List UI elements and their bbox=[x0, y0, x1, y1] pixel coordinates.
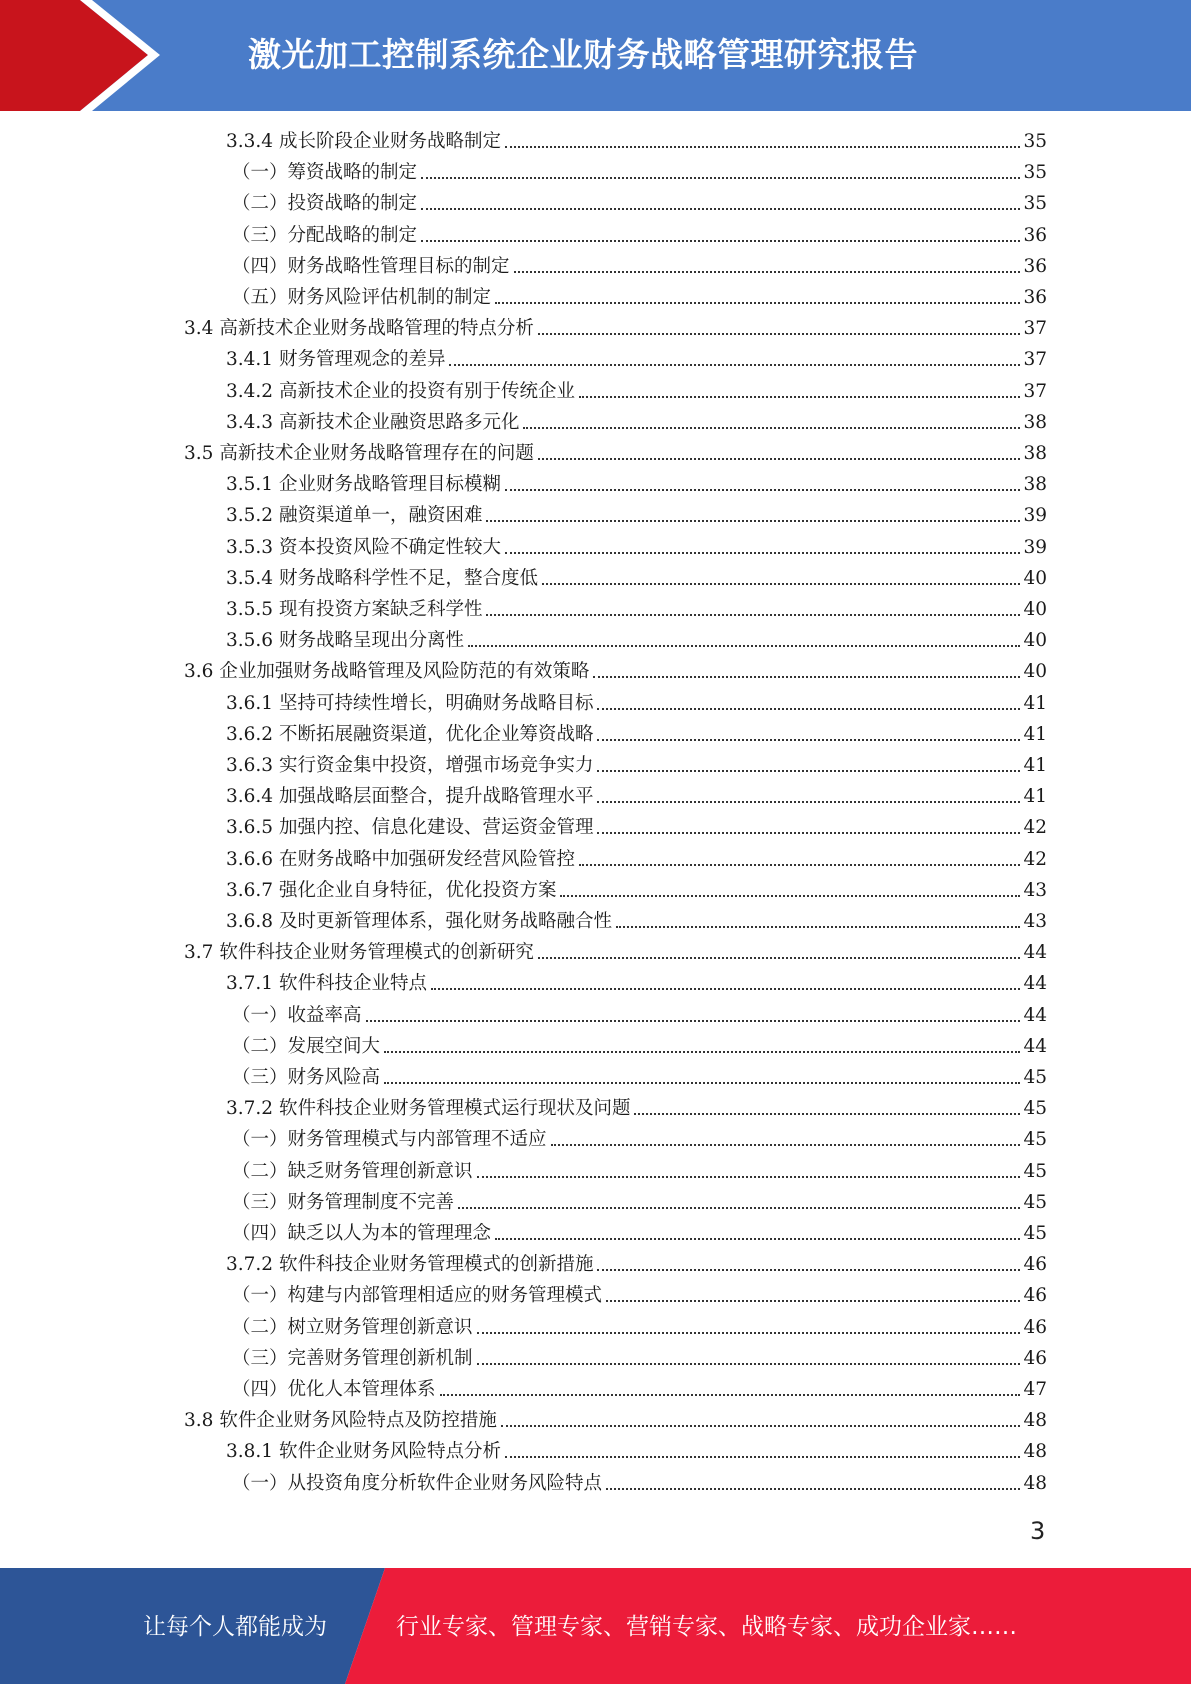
toc-entry-title: 优化人本管理体系 bbox=[287, 1379, 436, 1400]
toc-entry[interactable] bbox=[226, 877, 1047, 905]
toc-entry[interactable] bbox=[226, 534, 1047, 562]
toc-entry-title: 强化企业自身特征，优化投资方案 bbox=[278, 879, 557, 901]
toc-entry[interactable] bbox=[184, 440, 1047, 468]
toc-dot-leader bbox=[593, 676, 1020, 678]
toc-entry-page: 40 bbox=[1023, 599, 1047, 620]
toc-entry-title: 缺乏财务管理创新意识 bbox=[287, 1160, 473, 1182]
toc-entry[interactable] bbox=[232, 1282, 1047, 1310]
toc-entry-title: 加强内控、信息化建设、营运资金管理 bbox=[278, 817, 594, 839]
toc-entry-page: 36 bbox=[1023, 287, 1047, 308]
toc-entry-title: 发展空间大 bbox=[287, 1035, 381, 1057]
toc-entry-title: 软件企业财务风险特点分析 bbox=[278, 1441, 501, 1463]
toc-entry-title: 软件科技企业特点 bbox=[278, 973, 427, 995]
toc-entry-title: 及时更新管理体系，强化财务战略融合性 bbox=[278, 911, 612, 932]
toc-entry-number: （二） bbox=[232, 1160, 288, 1182]
toc-dot-leader bbox=[597, 1269, 1020, 1271]
toc-entry-number: 3.5.2 bbox=[226, 505, 274, 527]
toc-entry-number: 3.5.3 bbox=[226, 536, 274, 558]
toc-entry-number: 3.8 bbox=[184, 1410, 214, 1432]
toc-dot-leader bbox=[505, 489, 1020, 491]
toc-entry-title: 软件科技企业财务管理模式的创新措施 bbox=[278, 1254, 594, 1276]
toc-entry-number: 3.7.2 bbox=[226, 1098, 274, 1120]
toc-entry-page: 45 bbox=[1023, 1098, 1047, 1120]
toc-entry-number: 3.5.6 bbox=[226, 630, 274, 652]
toc-entry-page: 39 bbox=[1023, 505, 1047, 527]
toc-entry-number: （一） bbox=[232, 1472, 288, 1494]
toc-entry-title: 分配战略的制定 bbox=[287, 224, 418, 246]
toc-entry-title: 高新技术企业财务战略管理存在的问题 bbox=[219, 443, 534, 464]
toc-entry-number: 3.6.4 bbox=[226, 786, 274, 808]
toc-entry[interactable] bbox=[226, 814, 1047, 842]
toc-entry-number: 3.6.7 bbox=[226, 879, 274, 901]
toc-dot-leader bbox=[597, 739, 1020, 741]
toc-entry-title: 收益率高 bbox=[287, 1004, 362, 1026]
toc-entry-page: 44 bbox=[1023, 973, 1047, 995]
toc-entry-number: 3.7.1 bbox=[226, 973, 274, 995]
toc-entry-page: 42 bbox=[1023, 848, 1047, 870]
toc-entry-page: 37 bbox=[1023, 349, 1047, 371]
toc-dot-leader bbox=[384, 1051, 1020, 1053]
toc-dot-leader bbox=[634, 1113, 1020, 1115]
toc-entry[interactable] bbox=[232, 284, 1047, 312]
toc-entry[interactable] bbox=[226, 690, 1047, 718]
toc-entry-number: （二） bbox=[232, 193, 288, 215]
toc-entry[interactable] bbox=[226, 721, 1047, 749]
toc-entry-title: 财务管理制度不完善 bbox=[287, 1191, 455, 1213]
toc-entry[interactable] bbox=[226, 346, 1047, 374]
toc-entry-title: 加强战略层面整合，提升战略管理水平 bbox=[278, 786, 594, 808]
toc-entry[interactable] bbox=[232, 1189, 1047, 1217]
toc-dot-leader bbox=[421, 208, 1020, 210]
toc-entry[interactable] bbox=[226, 565, 1047, 593]
toc-entry-number: 3.8.1 bbox=[226, 1441, 274, 1463]
toc-entry-page: 38 bbox=[1023, 474, 1047, 496]
toc-entry-page: 48 bbox=[1023, 1441, 1047, 1463]
toc-entry[interactable] bbox=[184, 1407, 1047, 1435]
toc-entry-title: 完善财务管理创新机制 bbox=[287, 1347, 473, 1369]
toc-dot-leader bbox=[468, 645, 1020, 647]
toc-entry-title: 财务风险高 bbox=[287, 1067, 381, 1088]
toc-entry[interactable] bbox=[226, 1438, 1047, 1466]
toc-dot-leader bbox=[579, 864, 1020, 866]
toc-dot-leader bbox=[551, 1144, 1021, 1146]
toc-entry-number: 3.6.8 bbox=[226, 911, 274, 932]
toc-entry[interactable] bbox=[226, 970, 1047, 998]
toc-entry-number: （五） bbox=[232, 287, 288, 308]
toc-entry-title: 高新技术企业财务战略管理的特点分析 bbox=[219, 318, 534, 340]
toc-entry[interactable] bbox=[232, 1158, 1047, 1186]
toc-entry-number: （四） bbox=[232, 1379, 288, 1400]
toc-entry[interactable] bbox=[232, 1064, 1047, 1092]
toc-entry[interactable] bbox=[232, 1345, 1047, 1373]
toc-entry-page: 46 bbox=[1023, 1254, 1047, 1276]
toc-entry-title: 坚持可持续性增长，明确财务战略目标 bbox=[278, 692, 594, 714]
toc-entry-page: 41 bbox=[1023, 786, 1047, 808]
toc-entry[interactable] bbox=[226, 846, 1047, 874]
toc-entry[interactable] bbox=[226, 908, 1047, 936]
toc-entry-page: 39 bbox=[1023, 536, 1047, 558]
toc-entry-number: 3.6.2 bbox=[226, 723, 274, 745]
toc-entry-page: 36 bbox=[1023, 255, 1047, 277]
toc-entry[interactable] bbox=[232, 222, 1047, 250]
footer-banner bbox=[0, 1568, 1191, 1684]
toc-entry-number: 3.6 bbox=[184, 661, 214, 683]
footer-slogan-left: 让每个人都能成为 bbox=[143, 1614, 327, 1640]
toc-dot-leader bbox=[597, 832, 1020, 834]
toc-dot-leader bbox=[486, 614, 1020, 616]
toc-entry-number: 3.5 bbox=[184, 443, 214, 464]
toc-dot-leader bbox=[477, 1332, 1021, 1334]
toc-entry[interactable] bbox=[226, 128, 1047, 156]
toc-entry-title: 在财务战略中加强研发经营风险管控 bbox=[278, 848, 575, 870]
toc-entry-number: （三） bbox=[232, 1067, 288, 1088]
toc-entry-page: 35 bbox=[1023, 131, 1047, 152]
toc-entry-page: 42 bbox=[1023, 817, 1047, 839]
toc-entry-page: 47 bbox=[1023, 1379, 1047, 1400]
toc-entry[interactable] bbox=[226, 1251, 1047, 1279]
toc-entry[interactable] bbox=[226, 1095, 1047, 1123]
toc-entry[interactable] bbox=[232, 1470, 1047, 1498]
toc-dot-leader bbox=[505, 1456, 1020, 1458]
toc-entry-number: （四） bbox=[232, 1223, 288, 1244]
toc-dot-leader bbox=[477, 1176, 1021, 1178]
toc-entry[interactable] bbox=[184, 939, 1047, 967]
toc-entry-title: 高新技术企业的投资有别于传统企业 bbox=[278, 380, 575, 402]
toc-entry-title: 资本投资风险不确定性较大 bbox=[278, 536, 501, 558]
toc-entry-page: 45 bbox=[1023, 1191, 1047, 1213]
toc-entry[interactable] bbox=[232, 1376, 1047, 1404]
toc-entry-number: （二） bbox=[232, 1316, 288, 1338]
toc-entry[interactable] bbox=[232, 190, 1047, 218]
toc-entry-number: 3.4.2 bbox=[226, 380, 274, 402]
toc-dot-leader bbox=[421, 177, 1020, 179]
toc-entry-title: 融资渠道单一，融资困难 bbox=[278, 505, 483, 527]
toc-entry-page: 45 bbox=[1023, 1160, 1047, 1182]
toc-entry-title: 财务管理模式与内部管理不适应 bbox=[287, 1129, 547, 1151]
toc-entry-title: 财务战略性管理目标的制定 bbox=[287, 255, 510, 277]
toc-dot-leader bbox=[597, 770, 1020, 772]
toc-entry-page: 37 bbox=[1023, 318, 1047, 340]
toc-entry-title: 财务战略科学性不足，整合度低 bbox=[278, 567, 538, 589]
toc-entry-number: 3.7.2 bbox=[226, 1254, 274, 1276]
toc-entry-page: 36 bbox=[1023, 224, 1047, 246]
toc-dot-leader bbox=[514, 271, 1021, 273]
toc-entry-title: 企业加强财务战略管理及风险防范的有效策略 bbox=[219, 661, 590, 683]
toc-dot-leader bbox=[449, 364, 1020, 366]
toc-dot-leader bbox=[606, 1300, 1020, 1302]
toc-entry[interactable] bbox=[232, 1126, 1047, 1154]
toc-entry-page: 46 bbox=[1023, 1285, 1047, 1307]
toc-entry-number: 3.6.5 bbox=[226, 817, 274, 839]
toc-entry-number: 3.3.4 bbox=[226, 131, 274, 152]
toc-entry[interactable] bbox=[226, 783, 1047, 811]
toc-entry-page: 35 bbox=[1023, 193, 1047, 215]
toc-entry-page: 44 bbox=[1023, 1004, 1047, 1026]
toc-dot-leader bbox=[440, 1394, 1021, 1396]
toc-entry[interactable] bbox=[226, 409, 1047, 437]
toc-entry-title: 成长阶段企业财务战略制定 bbox=[278, 131, 501, 152]
toc-entry-page: 40 bbox=[1023, 661, 1047, 683]
toc-entry-page: 41 bbox=[1023, 755, 1047, 776]
toc-entry-title: 缺乏以人为本的管理理念 bbox=[287, 1223, 492, 1244]
toc-entry-title: 从投资角度分析软件企业财务风险特点 bbox=[287, 1472, 603, 1494]
toc-dot-leader bbox=[366, 1020, 1021, 1022]
toc-entry-number: 3.5.5 bbox=[226, 599, 274, 620]
page-number: 3 bbox=[1030, 1517, 1046, 1545]
toc-entry[interactable] bbox=[226, 627, 1047, 655]
toc-dot-leader bbox=[431, 988, 1020, 990]
toc-dot-leader bbox=[477, 1363, 1021, 1365]
toc-entry-page: 44 bbox=[1023, 942, 1047, 964]
toc-entry-title: 投资战略的制定 bbox=[287, 193, 418, 215]
toc-entry-title: 软件科技企业财务管理模式的创新研究 bbox=[219, 942, 534, 964]
toc-entry[interactable] bbox=[226, 596, 1047, 624]
toc-entry-page: 43 bbox=[1023, 911, 1047, 932]
footer-slogan-right: 行业专家、管理专家、营销专家、战略专家、成功企业家…… bbox=[396, 1614, 1017, 1640]
toc-dot-leader bbox=[505, 552, 1020, 554]
toc-entry[interactable] bbox=[226, 502, 1047, 530]
toc-entry-number: 3.5.1 bbox=[226, 474, 274, 496]
toc-dot-leader bbox=[458, 1207, 1020, 1209]
toc-entry-title: 高新技术企业融资思路多元化 bbox=[278, 411, 520, 433]
toc-entry-page: 44 bbox=[1023, 1035, 1047, 1057]
toc-dot-leader bbox=[560, 895, 1020, 897]
toc-entry-number: （一） bbox=[232, 1285, 288, 1307]
toc-dot-leader bbox=[579, 396, 1020, 398]
toc-entry-title: 实行资金集中投资，增强市场竞争实力 bbox=[278, 755, 594, 776]
toc-entry-number: （三） bbox=[232, 224, 288, 246]
toc-dot-leader bbox=[523, 427, 1020, 429]
toc-entry-page: 45 bbox=[1023, 1129, 1047, 1151]
toc-entry-title: 财务风险评估机制的制定 bbox=[287, 287, 492, 308]
toc-entry-number: （一） bbox=[232, 1129, 288, 1151]
report-title: 激光加工控制系统企业财务战略管理研究报告 bbox=[248, 35, 918, 74]
toc-entry-page: 48 bbox=[1023, 1410, 1047, 1432]
toc-entry-title: 财务管理观念的差异 bbox=[278, 349, 446, 371]
toc-entry-page: 38 bbox=[1023, 411, 1047, 433]
toc-entry[interactable] bbox=[226, 752, 1047, 780]
red-chevron-icon bbox=[0, 0, 160, 111]
toc-dot-leader bbox=[606, 1488, 1020, 1490]
toc-dot-leader bbox=[538, 333, 1021, 335]
toc-entry-title: 软件科技企业财务管理模式运行现状及问题 bbox=[278, 1098, 631, 1120]
toc-entry-title: 构建与内部管理相适应的财务管理模式 bbox=[287, 1285, 603, 1307]
toc-entry-page: 41 bbox=[1023, 692, 1047, 714]
toc-entry-page: 46 bbox=[1023, 1316, 1047, 1338]
toc-entry[interactable] bbox=[226, 378, 1047, 406]
toc-entry-page: 40 bbox=[1023, 567, 1047, 589]
toc-entry-page: 38 bbox=[1023, 443, 1047, 464]
toc-dot-leader bbox=[486, 520, 1020, 522]
toc-dot-leader bbox=[384, 1082, 1020, 1084]
toc-entry-title: 企业财务战略管理目标模糊 bbox=[278, 474, 501, 496]
toc-entry-title: 树立财务管理创新意识 bbox=[287, 1316, 473, 1338]
toc-dot-leader bbox=[495, 302, 1020, 304]
toc-entry-title: 不断拓展融资渠道，优化企业筹资战略 bbox=[278, 723, 594, 745]
toc-entry-number: （一） bbox=[232, 1004, 288, 1026]
toc-entry-title: 财务战略呈现出分离性 bbox=[278, 630, 464, 652]
toc-entry-number: 3.4.3 bbox=[226, 411, 274, 433]
toc-entry[interactable] bbox=[232, 253, 1047, 281]
toc-entry-number: （一） bbox=[232, 162, 288, 184]
toc-entry-page: 46 bbox=[1023, 1347, 1047, 1369]
toc-entry-number: （二） bbox=[232, 1035, 288, 1057]
toc-dot-leader bbox=[616, 926, 1020, 928]
toc-entry-page: 45 bbox=[1023, 1067, 1047, 1088]
toc-dot-leader bbox=[597, 708, 1020, 710]
toc-dot-leader bbox=[538, 957, 1021, 959]
toc-entry[interactable] bbox=[232, 1220, 1047, 1248]
toc-entry[interactable] bbox=[184, 658, 1047, 686]
toc-entry-page: 48 bbox=[1023, 1472, 1047, 1494]
toc-entry-number: 3.6.1 bbox=[226, 692, 274, 714]
toc-dot-leader bbox=[495, 1238, 1020, 1240]
toc-dot-leader bbox=[597, 801, 1020, 803]
toc-entry[interactable] bbox=[232, 159, 1047, 187]
toc-entry-number: 3.7 bbox=[184, 942, 214, 964]
toc-entry-title: 软件企业财务风险特点及防控措施 bbox=[219, 1410, 497, 1432]
toc-entry[interactable] bbox=[226, 471, 1047, 499]
toc-entry-title: 现有投资方案缺乏科学性 bbox=[278, 599, 483, 620]
toc-entry-page: 43 bbox=[1023, 879, 1047, 901]
toc-entry[interactable] bbox=[184, 315, 1047, 343]
toc-entry-number: 3.5.4 bbox=[226, 567, 274, 589]
toc-dot-leader bbox=[505, 146, 1020, 148]
toc-entry-page: 40 bbox=[1023, 630, 1047, 652]
toc-entry[interactable] bbox=[232, 1314, 1047, 1342]
toc-entry-number: 3.4 bbox=[184, 318, 214, 340]
toc-entry-page: 35 bbox=[1023, 162, 1047, 184]
toc-entry-page: 41 bbox=[1023, 723, 1047, 745]
toc-dot-leader bbox=[542, 583, 1020, 585]
toc-entry[interactable] bbox=[232, 1002, 1047, 1030]
toc-entry-number: 3.6.6 bbox=[226, 848, 274, 870]
toc-entry-title: 筹资战略的制定 bbox=[287, 162, 418, 184]
toc-entry-number: 3.6.3 bbox=[226, 755, 274, 776]
toc-entry-number: （四） bbox=[232, 255, 288, 277]
toc-dot-leader bbox=[421, 240, 1020, 242]
toc-entry-number: （三） bbox=[232, 1191, 288, 1213]
toc-entry-page: 37 bbox=[1023, 380, 1047, 402]
toc-entry-number: 3.4.1 bbox=[226, 349, 274, 371]
toc-entry[interactable] bbox=[232, 1033, 1047, 1061]
toc-entry-page: 45 bbox=[1023, 1223, 1047, 1244]
report-header bbox=[0, 0, 1191, 111]
toc-dot-leader bbox=[538, 458, 1021, 460]
toc-entry-number: （三） bbox=[232, 1347, 288, 1369]
toc-dot-leader bbox=[501, 1425, 1021, 1427]
